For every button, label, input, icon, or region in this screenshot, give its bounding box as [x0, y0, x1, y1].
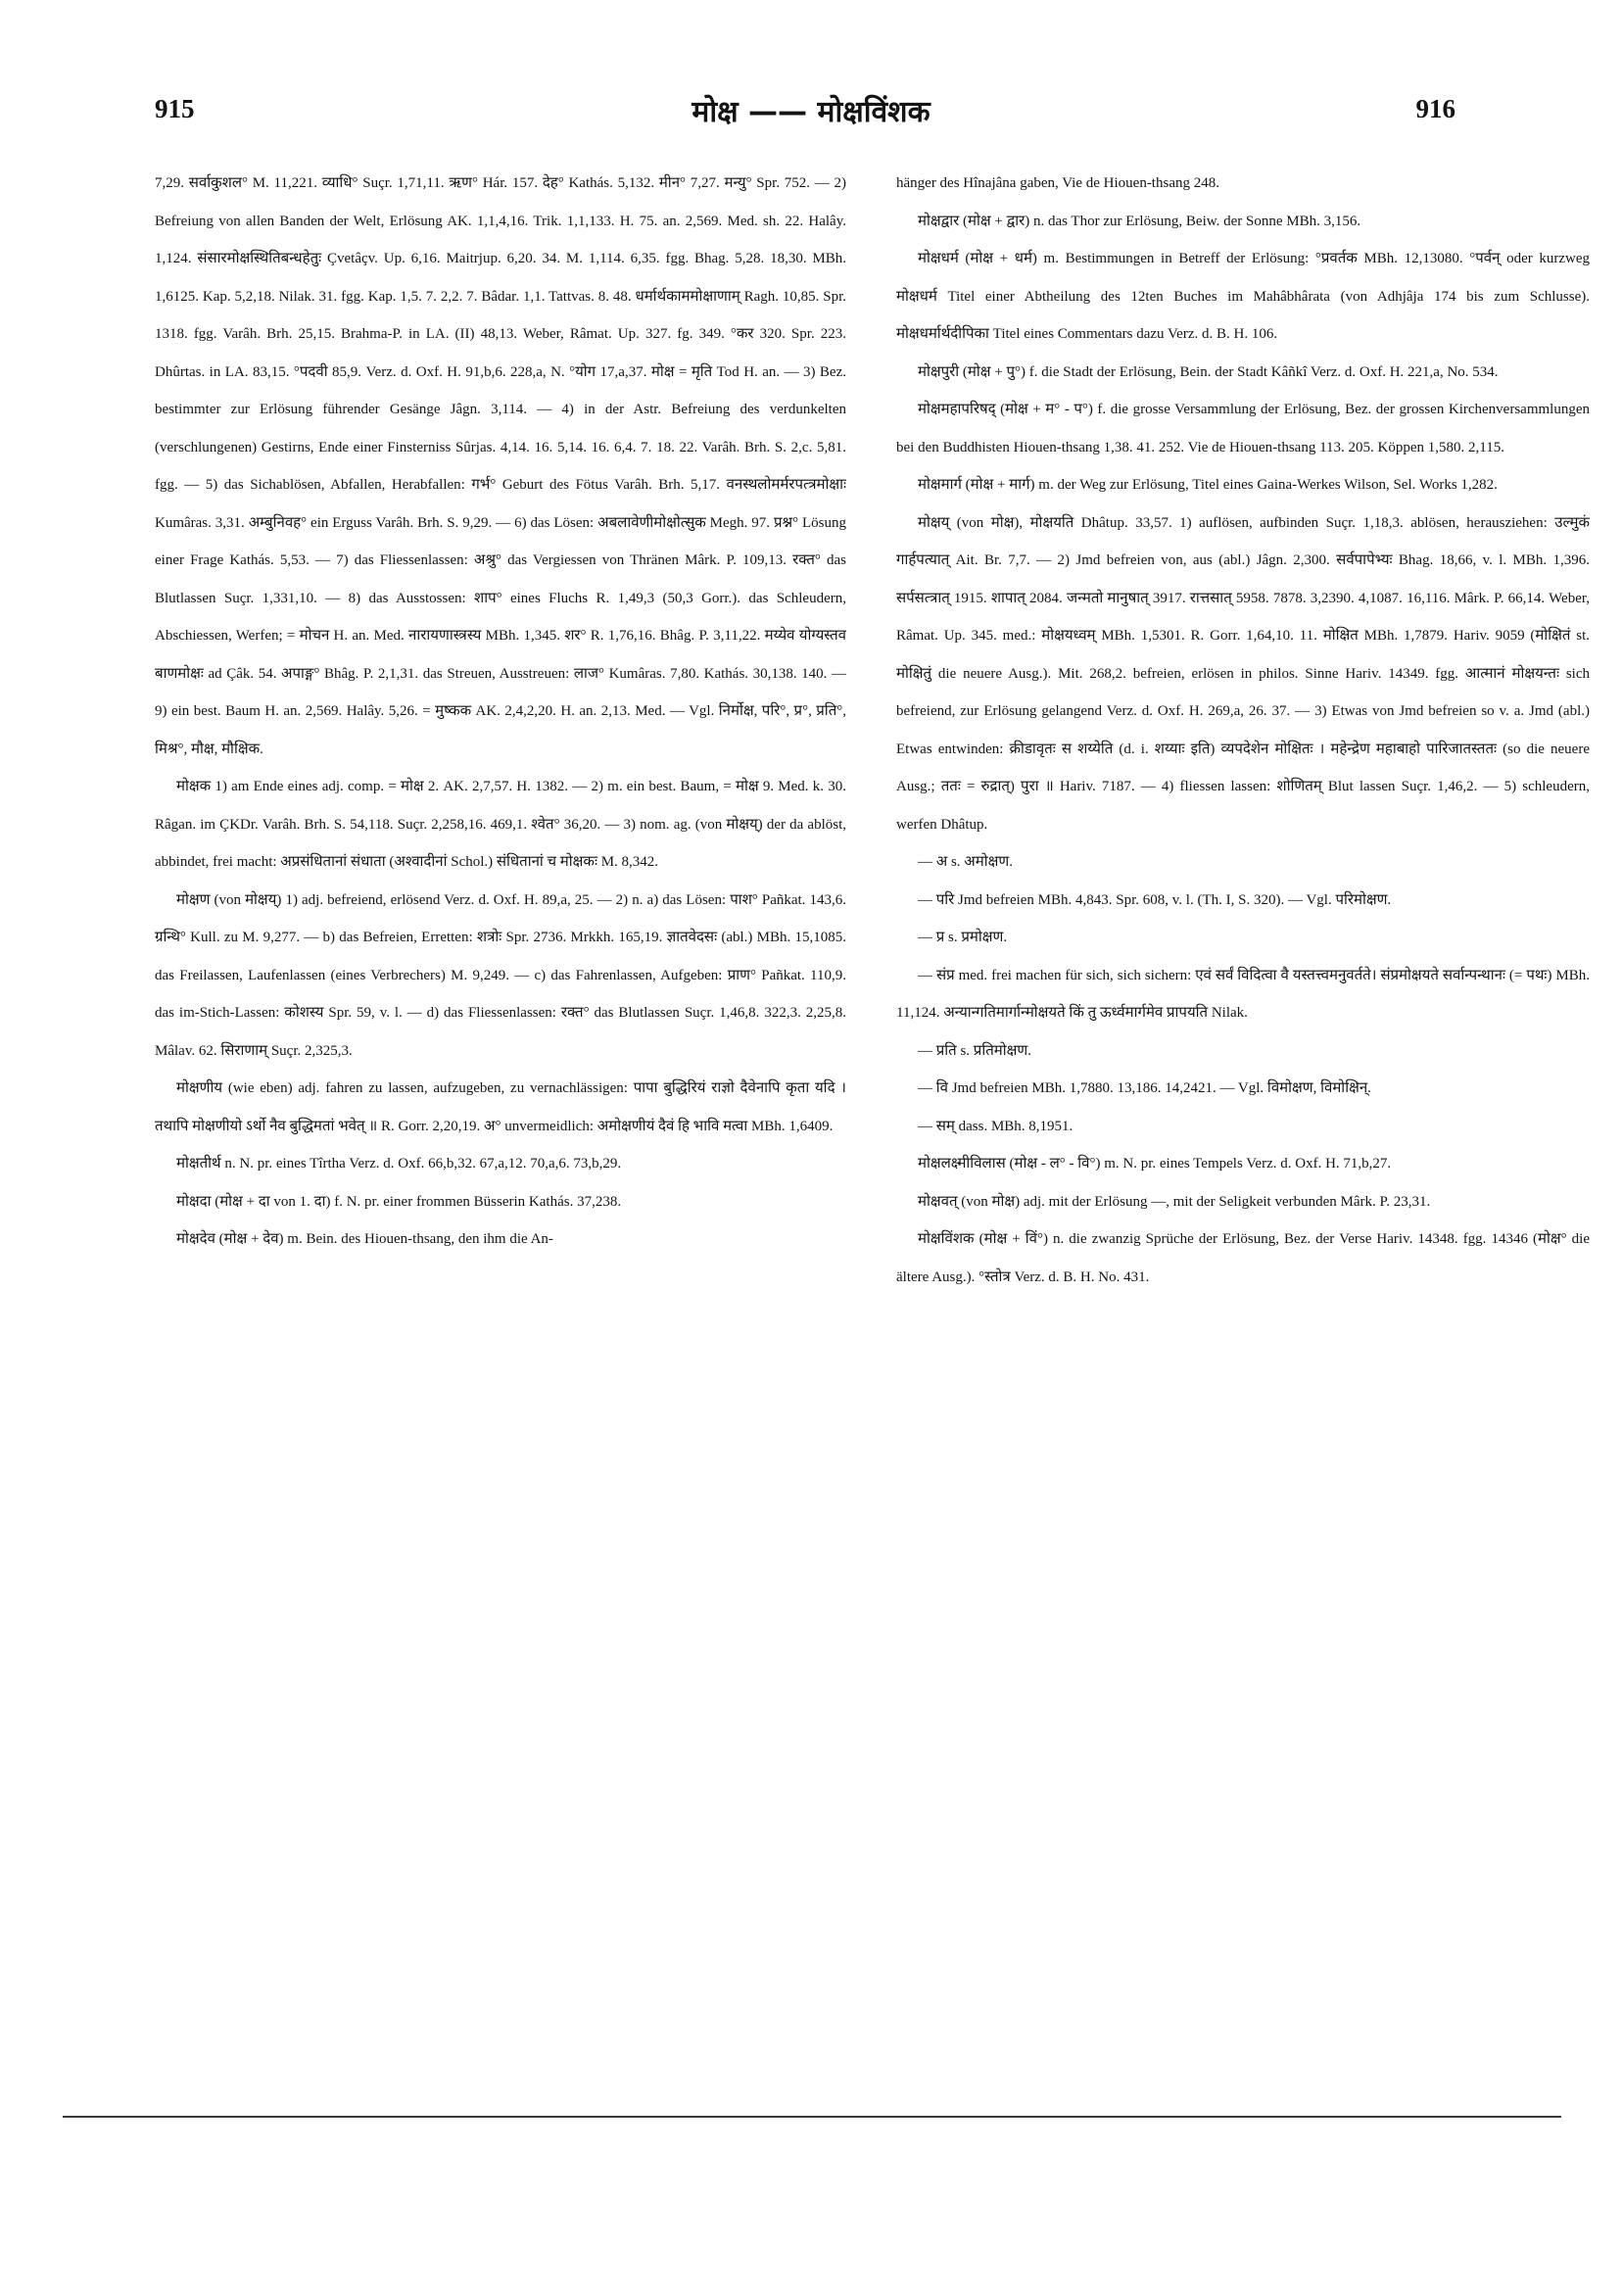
running-head: मोक्ष —— मोक्षविंशक	[692, 95, 930, 129]
left-column	[155, 165, 846, 2031]
entry-paragraph: मोक्षक 1) am Ende eines adj. comp. = मोक्ष 2. AK. 2,7,57. H. 1382. — 2) m. ein best. Baum, = मोक्ष 9. Med. k. 30. Râgan. im ÇKDr. Varâh. Brh. S. 54,118. Suçr. 2,258,16. 469,1. श्वेत° 36,20. — 3) nom. ag. (von मोक्षय्) der da ablöst, abbindet, frei macht: अप्रसंधितानां संधाता (अश्वादीनां Schol.) संधितानां च मोक्षकः M. 8,342.	[155, 779, 846, 870]
entry-paragraph: — संप्र med. frei machen für sich, sich sichern: एवं सर्वं विदित्वा वै यस्तत्त्वमनुवर्तते। संप्रमोक्षयते सर्वान्पन्थानः (= पथः) MBh. 11,124. अन्यान्गतिमार्गान्मोक्षयते किं तु ऊर्ध्वमार्गमेव प्रापयति Nilak.	[896, 967, 1590, 1021]
entry-paragraph: — प्रति s. प्रतिमोक्षण.	[918, 1042, 1031, 1059]
entry-paragraph: मोक्षदेव (मोक्ष + देव) m. Bein. des Hiouen-thsang, den ihm die An-	[176, 1231, 553, 1247]
left-page-number: 915	[155, 94, 195, 123]
entry-paragraph: मोक्षपुरी (मोक्ष + पु°) f. die Stadt der Erlösung, Bein. der Stadt Kâñkî Verz. d. Oxf. H. 221,a, No. 534.	[918, 363, 1499, 380]
entry-paragraph: मोक्षद्वार (मोक्ष + द्वार) n. das Thor zur Erlösung, Beiw. der Sonne MBh. 3,156.	[918, 213, 1361, 229]
entry-paragraph: मोक्षमार्ग (मोक्ष + मार्ग) m. der Weg zur Erlösung, Titel eines Gaina-Werkes Wilson, Sel. Works 1,282.	[918, 477, 1498, 493]
entry-paragraph: मोक्षणीय (wie eben) adj. fahren zu lassen, aufzugeben, zu vernachlässigen: पापा बुद्धिरियं राज्ञो दैवेनापि कृता यदि । तथापि मोक्षणीयो ऽर्थो नैव बुद्धिमतां भवेत् ॥ R. Gorr. 2,20,19. अ° unvermeidlich: अमोक्षणीयं दैवं हि भावि मत्वा MBh. 1,6409.	[155, 1080, 846, 1134]
entry-paragraph: मोक्षलक्ष्मीविलास (मोक्ष - ल° - वि°) m. N. pr. eines Tempels Verz. d. Oxf. H. 71,b,27.	[918, 1156, 1392, 1172]
entry-paragraph: — सम् dass. MBh. 8,1951.	[918, 1118, 1073, 1134]
entry-paragraph: मोक्षविंशक (मोक्ष + विं°) n. die zwanzig Sprüche der Erlösung, Bez. der Verse Hariv. 14348. fgg. 14346 (मोक्ष° die ältere Ausg.). °स्तोत्र Verz. d. B. H. No. 431.	[896, 1231, 1590, 1285]
entry-paragraph: — परि Jmd befreien MBh. 4,843. Spr. 608, v. l. (Th. I, S. 320). — Vgl. परिमोक्षण.	[918, 891, 1392, 908]
entry-paragraph: मोक्षधर्म (मोक्ष + धर्म) m. Bestimmungen in Betreff der Erlösung: °प्रवर्तक MBh. 12,13080. °पर्वन् oder kurzweg मोक्षधर्म Titel einer Abtheilung des 12ten Buches im Mahâbhârata (von Adhjâja 174 bis zum Schlusse). मोक्षधर्मार्थदीपिका Titel eines Commentars dazu Verz. d. B. H. 106.	[896, 251, 1590, 342]
entry-paragraph: — प्र s. प्रमोक्षण.	[918, 930, 1008, 945]
entry-paragraph: मोक्षवत् (von मोक्ष) adj. mit der Erlösung —, mit der Seligkeit verbunden Mârk. P. 23,31.	[918, 1193, 1431, 1210]
entry-paragraph: hänger des Hînajâna gaben, Vie de Hiouen-thsang 248.	[896, 175, 1219, 191]
entry-paragraph: — अ s. अमोक्षण.	[918, 854, 1013, 870]
entry-paragraph: मोक्षदा (मोक्ष + दा von 1. दा) f. N. pr. einer frommen Büsserin Kathás. 37,238.	[176, 1193, 622, 1210]
entry-paragraph: मोक्षय् (von मोक्ष), मोक्षयति Dhâtup. 33,57. 1) auflösen, aufbinden Suçr. 1,18,3. ablösen, herausziehen: उल्मुकं गार्हपत्यात् Ait. Br. 7,7. — 2) Jmd befreien von, aus (abl.) Jâgn. 2,300. सर्वपापेभ्यः Bhag. 18,66, v. l. MBh. 1,396. सर्पसत्त्रात् 1915. शापात् 2084. जन्मतो मानुषात् 3917. रात्तसात् 5958. 7878. 3,2390. 4,1087. 16,116. Mârk. P. 66,14. Weber, Râmat. Up. 345. med.: मोक्षयध्वम् MBh. 1,5301. R. Gorr. 1,64,10. 11. मोक्षित MBh. 1,7879. Hariv. 9059 (मोक्षितं st. मोक्षितुं die neuere Ausg.). Mit. 268,2. befreien, erlösen in philos. Sinne Hariv. 14349. fgg. आत्मानं मोक्षयन्तः sich befreiend, zur Erlösung gelangend Verz. d. Oxf. H. 269,a, 26. 37. — 3) Etwas von Jmd befreien so v. a. Jmd (abl.) Etwas entwinden: क्रीडावृतः स शय्येति (d. i. शय्याः इति) व्यपदेशेन मोक्षितः । महेन्द्रेण महाबाहो पारिजातस्ततः (so die neuere Ausg.; ततः = रुद्रात्) पुरा ॥ Hariv. 7187. — 4) fliessen lassen: शोणितम् Blut lassen Suçr. 1,46,2. — 5) schleudern, werfen Dhâtup.	[896, 514, 1590, 833]
entry-paragraph: मोक्षमहापरिषद् (मोक्ष + म° - प°) f. die grosse Versammlung der Erlösung, Bez. der grossen Kirchenversammlungen bei den Buddhisten Hiouen-thsang 1,38. 41. 252. Vie de Hiouen-thsang 113. 205. Köppen 1,580. 2,115.	[896, 402, 1590, 455]
entry-paragraph: मोक्षतीर्थ n. N. pr. eines Tîrtha Verz. d. Oxf. 66,b,32. 67,a,12. 70,a,6. 73,b,29.	[176, 1156, 622, 1172]
entry-paragraph: मोक्षण (von मोक्षय्) 1) adj. befreiend, erlösend Verz. d. Oxf. H. 89,a, 25. — 2) n. a) das Lösen: पाश° Pañkat. 143,6. ग्रन्थि° Kull. zu M. 9,277. — b) das Befreien, Erretten: शत्रोः Spr. 2736. Mrkkh. 165,19. ज्ञातवेदसः (abl.) MBh. 15,1085. das Freilassen, Laufenlassen (eines Verbrechers) M. 9,249. — c) das Fahrenlassen, Aufgeben: प्राण° Pañkat. 110,9. das im-Stich-Lassen: कोशस्य Spr. 59, v. l. — d) das Fliessenlassen: रक्त° das Blutlassen Suçr. 1,46,8. 322,3. 2,25,8. Mâlav. 62. सिराणाम् Suçr. 2,325,3.	[155, 891, 846, 1059]
entry-paragraph: 7,29. सर्वाकुशल° M. 11,221. व्याधि° Suçr. 1,71,11. ऋण° Hár. 157. देह° Kathás. 5,132. मीन° 7,27. मन्यु° Spr. 752. — 2) Befreiung von allen Banden der Welt, Erlösung AK. 1,1,4,16. Trik. 1,1,133. H. 75. an. 2,569. Med. sh. 22. Halây. 1,124. संसारमोक्षस्थितिबन्धहेतुः Çvetâçv. Up. 6,16. Maitrjup. 6,20. 34. M. 1,114. 6,35. fgg. Bhag. 5,28. 18,30. MBh. 1,6125. Kap. 5,2,18. Nilak. 31. fgg. Kap. 1,5. 7. 2,2. 7. Bâdar. 1,1. Tattvas. 8. 48. धर्मार्थकाममोक्षाणाम् Ragh. 10,85. Spr. 1318. fgg. Varâh. Brh. 25,15. Brahma-P. in LA. (II) 48,13. Weber, Râmat. Up. 327. fg. 349. °कर 320. Spr. 223. Dhûrtas. in LA. 83,15. °पदवी 85,9. Verz. d. Oxf. H. 91,b,6. 228,a, N. °योग 17,a,37. मोक्ष = मृति Tod H. an. — 3) Bez. bestimmter zur Erlösung führender Gesänge Jâgn. 3,114. — 4) in der Astr. Befreiung des verdunkelten (verschlungenen) Gestirns, Ende einer Finsterniss Sûrjas. 4,14. 16. 5,14. 16. 6,4. 7. 18. 22. Varâh. Brh. S. 2,c. 5,81. fgg. — 5) das Sichablösen, Abfallen, Herabfallen: गर्भ° Geburt des Fötus Varâh. Brh. 5,17. वनस्थलोमर्मरपत्त्रमोक्षाः Kumâras. 3,31. अम्बुनिवह° ein Erguss Varâh. Brh. S. 9,29. — 6) das Lösen: अबलावेणीमोक्षोत्सुक Megh. 97. प्रश्न° Lösung einer Frage Kathás. 5,53. — 7) das Fliessenlassen: अश्रु° das Vergiessen von Thränen Mârk. P. 109,13. रक्त° das Blutlassen Suçr. 1,331,10. — 8) das Ausstossen: शाप° eines Fluchs R. 1,49,3 (50,3 Gorr.). das Schleudern, Abschiessen, Werfen; = मोचन H. an. Med. नारायणास्त्रस्य MBh. 1,345. शर° R. 1,76,16. Bhâg. P. 3,11,22. मय्येव योग्यस्तव बाणमोक्षः ad Çâk. 54. अपाङ्ग° Bhâg. P. 2,1,31. das Streuen, Ausstreuen: लाज° Kumâras. 7,80. Kathás. 30,138. 140. — 9) ein best. Baum H. an. 2,569. Halây. 5,26. = मुष्कक AK. 2,4,2,20. H. an. 2,13. Med. — Vgl. निर्मोक्ष, परि°, प्र°, प्रति°, मिश्र°, मौक्ष, मौक्षिक.	[155, 175, 846, 757]
entry-paragraph: — वि Jmd befreien MBh. 1,7880. 13,186. 14,2421. — Vgl. विमोक्षण, विमोक्षिन्.	[918, 1080, 1371, 1096]
bottom-rule	[63, 2116, 1561, 2118]
right-page-number: 916	[1415, 94, 1455, 123]
right-column	[896, 165, 1590, 2031]
